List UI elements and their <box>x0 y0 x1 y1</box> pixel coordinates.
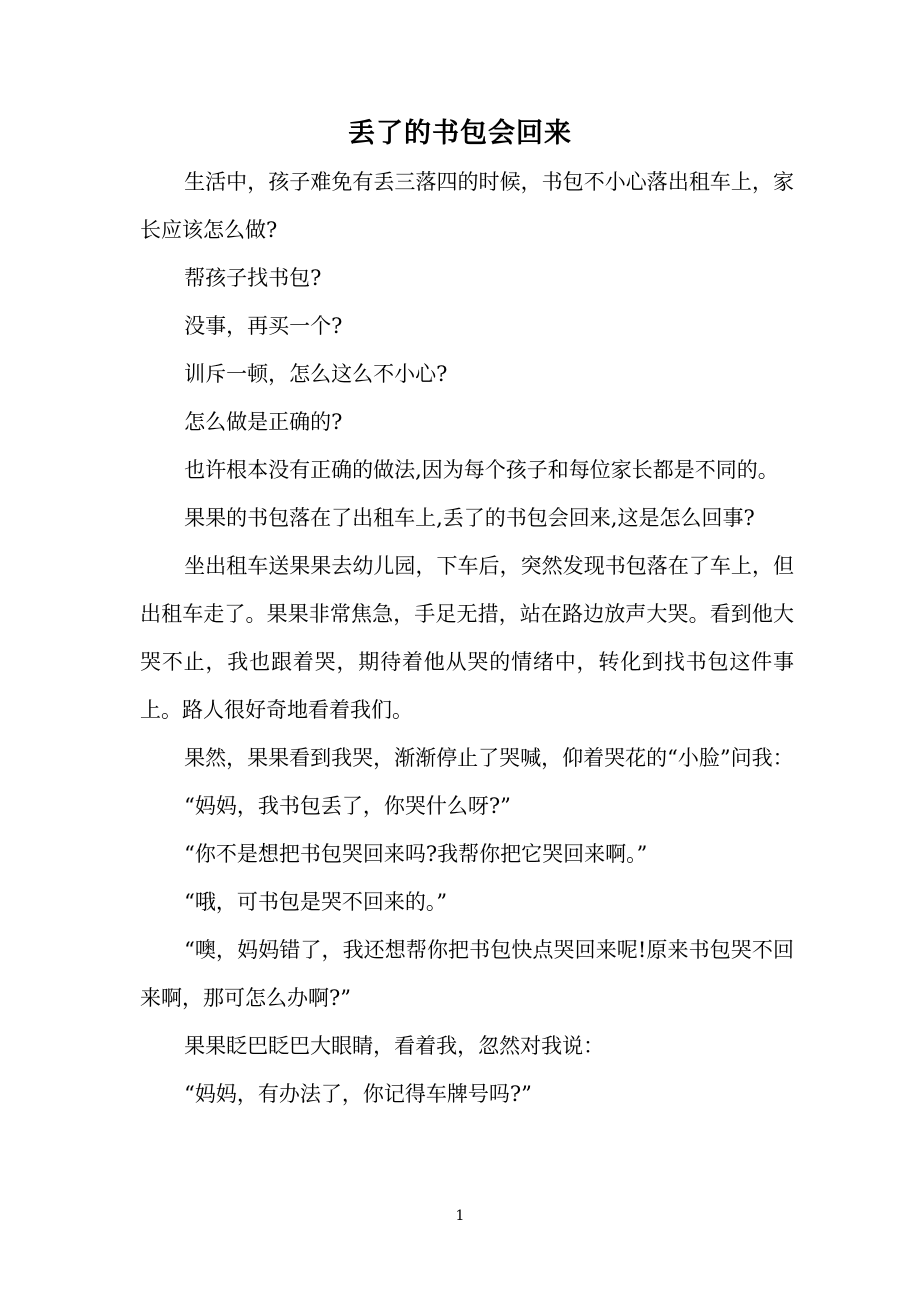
paragraph: 果然，果果看到我哭，渐渐停止了哭喊，仰着哭花的“小脸”问我： <box>184 746 794 770</box>
paragraph: 帮孩子找书包? <box>184 266 322 290</box>
paragraph: 训斥一顿，怎么这么不小心? <box>184 362 448 386</box>
paragraph: “妈妈，我书包丢了，你哭什么呀?” <box>184 794 511 818</box>
paragraph: 果果的书包落在了出租车上,丢了的书包会回来,这是怎么回事? <box>184 506 755 530</box>
paragraph: “妈妈，有办法了，你记得车牌号吗?” <box>184 1082 532 1106</box>
paragraph: 坐出租车送果果去幼儿园，下车后，突然发现书包落在了车上，但出租车走了。果果非常焦急，手足无措，站在路边放声大哭。看到他大哭不止，我也跟着哭，期待着他从哭的情绪中，转化到找书包这件事上。路人很好奇地看着我们。 <box>140 554 794 722</box>
paragraph: “你不是想把书包哭回来吗?我帮你把它哭回来啊。” <box>184 842 648 866</box>
paragraph: 怎么做是正确的? <box>184 410 343 434</box>
document-body <box>140 158 794 1118</box>
paragraph: 生活中，孩子难免有丢三落四的时候，书包不小心落出租车上，家长应该怎么做? <box>140 170 794 242</box>
paragraph: 没事，再买一个? <box>184 314 343 338</box>
document-title: 丢了的书包会回来 <box>348 118 572 149</box>
paragraph: “噢，妈妈错了，我还想帮你把书包快点哭回来呢!原来书包哭不回来啊，那可怎么办啊?” <box>140 938 794 1010</box>
paragraph: 果果眨巴眨巴大眼睛，看着我，忽然对我说： <box>184 1034 605 1058</box>
paragraph: 也许根本没有正确的做法,因为每个孩子和每位家长都是不同的。 <box>184 458 779 482</box>
paragraph: “哦，可书包是哭不回来的。” <box>184 890 448 914</box>
page-number: 1 <box>455 1208 465 1224</box>
